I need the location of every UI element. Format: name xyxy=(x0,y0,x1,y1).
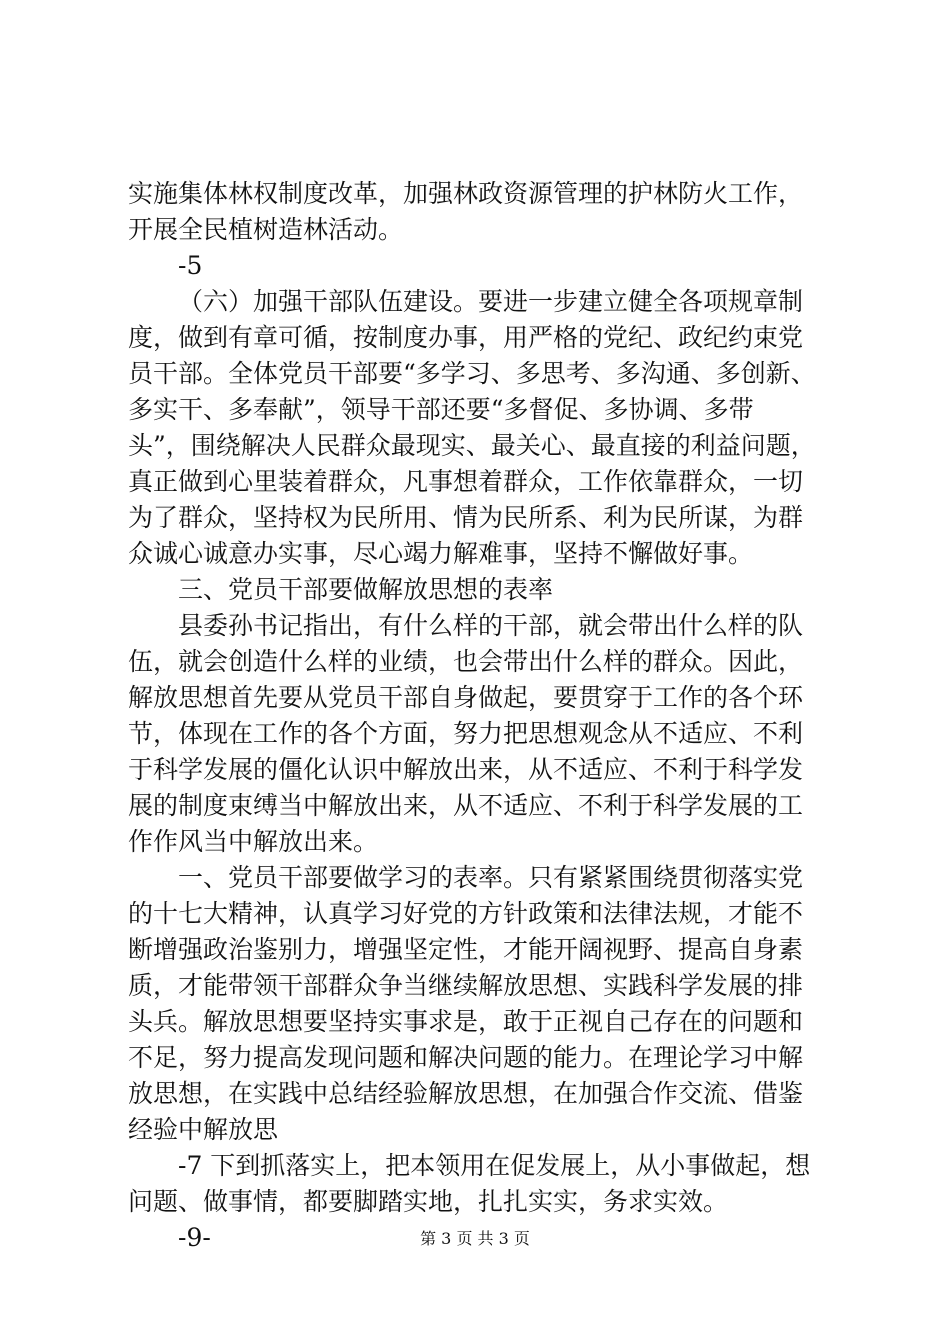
text-line: 开展全民植树造林活动。 xyxy=(128,215,404,244)
text-line: 于科学发展的僵化认识中解放出来，从不适应、不利于科学发 xyxy=(128,755,804,784)
text-line: 节，体现在工作的各个方面，努力把思想观念从不适应、不利 xyxy=(128,719,804,748)
text-line: 放思想，在实践中总结经验解放思想，在加强合作交流、借鉴 xyxy=(128,1079,804,1108)
text-line: 解放思想首先要从党员干部自身做起，要贯穿于工作的各个环 xyxy=(128,683,804,712)
text-line: -7 下到抓落实上，把本领用在促发展上，从小事做起，想 xyxy=(178,1151,811,1180)
page-marker: -9- xyxy=(178,1223,211,1252)
text-line: 实施集体林权制度改革，加强林政资源管理的护林防火工作， xyxy=(128,179,804,208)
text-line: 多实干、多奉献”，领导干部还要“多督促、多协调、多带 xyxy=(128,395,754,424)
text-line: 不足，努力提高发现问题和解决问题的能力。在理论学习中解 xyxy=(128,1043,804,1072)
text-line: 度，做到有章可循，按制度办事，用严格的党纪、政纪约束党 xyxy=(128,323,804,352)
text-line: 头兵。解放思想要坚持实事求是，敢于正视自己存在的问题和 xyxy=(128,1007,804,1036)
text-line: 员干部。全体党员干部要“多学习、多思考、多沟通、多创新、 xyxy=(128,359,816,388)
page-footer: 第 3 页 共 3 页 xyxy=(420,1229,530,1248)
text-line: 为了群众，坚持权为民所用、情为民所系、利为民所谋，为群 xyxy=(128,503,804,532)
section-heading: 三、党员干部要做解放思想的表率 xyxy=(178,575,554,604)
page-marker: -5 xyxy=(178,251,203,280)
text-line: 质，才能带领干部群众争当继续解放思想、实践科学发展的排 xyxy=(128,971,804,1000)
text-line: 展的制度束缚当中解放出来，从不适应、不利于科学发展的工 xyxy=(128,791,804,820)
text-line: 的十七大精神，认真学习好党的方针政策和法律法规，才能不 xyxy=(128,899,804,928)
text-line: 伍，就会创造什么样的业绩，也会带出什么样的群众。因此， xyxy=(128,647,804,676)
text-line: 县委孙书记指出，有什么样的干部，就会带出什么样的队 xyxy=(178,611,804,640)
section-heading: （六）加强干部队伍建设。要进一步建立健全各项规章制 xyxy=(178,287,804,316)
text-line: 头”，围绕解决人民群众最现实、最关心、最直接的利益问题， xyxy=(128,431,816,460)
text-line: 断增强政治鉴别力，增强坚定性，才能开阔视野、提高自身素 xyxy=(128,935,804,964)
text-line: 作作风当中解放出来。 xyxy=(128,827,379,856)
section-heading: 一、党员干部要做学习的表率。只有紧紧围绕贯彻落实党 xyxy=(178,863,804,892)
text-line: 经验中解放思 xyxy=(128,1115,279,1144)
text-line: 众诚心诚意办实事，尽心竭力解难事，坚持不懈做好事。 xyxy=(128,539,754,568)
text-line: 真正做到心里装着群众，凡事想着群众，工作依靠群众，一切 xyxy=(128,467,804,496)
document-body xyxy=(128,176,848,1256)
text-line: 问题、做事情，都要脚踏实地，扎扎实实，务求实效。 xyxy=(128,1187,729,1216)
